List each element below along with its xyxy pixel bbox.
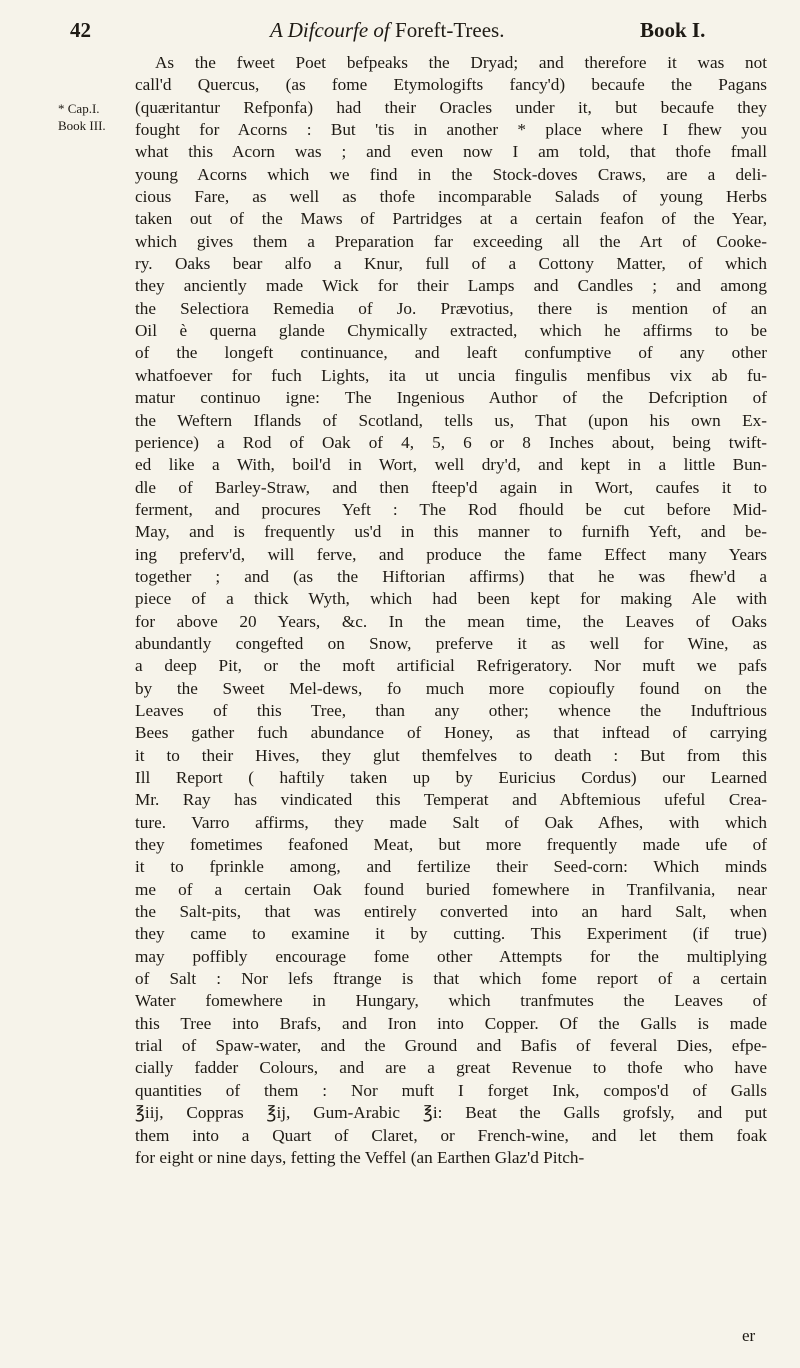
text-line: Oil è querna glande Chymically extracted, which he affirms to be (135, 321, 767, 341)
text-line: ing preferv'd, will ferve, and produce the fame Effect many Years (135, 544, 767, 564)
text-line: ry. Oaks bear alfo a Knur, full of a Cottony Matter, of which (135, 254, 767, 274)
text-line: fought for Acorns : But 'tis in another * place where I fhew you (135, 120, 767, 140)
text-line: the Weftern Iflands of Scotland, tells us, That (upon his own Ex- (135, 410, 767, 430)
text-line: a deep Pit, or the moft artificial Refrigeratory. Nor muft we pafs (135, 656, 767, 676)
text-line: abundantly congefted on Snow, preferve it as well for Wine, as (135, 633, 767, 653)
text-line: Water fomewhere in Hungary, which tranfmutes the Leaves of (135, 991, 767, 1011)
text-line: the Salt-pits, that was entirely converted into an hard Salt, when (135, 902, 767, 922)
book-label: Book I. (640, 18, 706, 42)
text-line: As the fweet Poet befpeaks the Dryad; and therefore it was not (155, 53, 767, 72)
text-line: together ; and (as the Hiftorian affirms) that he was fhew'd a (135, 566, 767, 586)
text-line: Mr. Ray has vindicated this Temperat and Abftemious ufeful Crea- (135, 790, 767, 810)
text-line: whatfoever for fuch Lights, ita ut uncia fingulis menfibus vix ab fu- (135, 365, 767, 385)
text-line: matur continuo igne: The Ingenious Author of the Defcription of (135, 388, 767, 408)
page-number: 42 (70, 18, 91, 42)
text-line: they came to examine it by cutting. This Experiment (if true) (135, 924, 767, 944)
text-line: by the Sweet Mel-dews, fo much more copioufly found on the (135, 678, 767, 698)
text-line: they anciently made Wick for their Lamps and Candles ; and among (135, 276, 767, 296)
text-line: this Tree into Brafs, and Iron into Copper. Of the Galls is made (135, 1013, 767, 1033)
text-line: trial of Spaw-water, and the Ground and Bafis of feveral Dies, efpe- (135, 1036, 767, 1056)
text-line: which gives them a Preparation far exceeding all the Art of Cooke- (135, 231, 767, 251)
page-header (0, 16, 800, 50)
text-line: ture. Varro affirms, they made Salt of Oak Afhes, with which (135, 812, 767, 832)
text-line: (quæritantur Refponfa) had their Oracles under it, but becaufe they (135, 97, 767, 117)
text-line: may poffibly encourage fome other Attempts for the multiplying (135, 946, 767, 966)
text-line: them into a Quart of Claret, or French-wine, and let them foak (135, 1125, 767, 1145)
text-line: May, and is frequently us'd in this manner to furnifh Yeft, and be- (135, 522, 767, 542)
text-line: quantities of them : Nor muft I forget Ink, compos'd of Galls (135, 1080, 767, 1100)
text-line: of the longeft continuance, and leaft confumptive of any other (135, 343, 767, 363)
text-line: the Selectiora Remedia of Jo. Prævotius, there is mention of an (135, 298, 767, 318)
text-line: it to fprinkle among, and fertilize their Seed-corn: Which minds (135, 857, 767, 877)
running-title (270, 18, 504, 43)
text-line: ℥iij, Coppras ℥ij, Gum-Arabic ℥i: Beat the Galls grofsly, and put (135, 1103, 767, 1123)
text-line: ed like a With, boil'd in Wort, well dry'd, and kept in a little Bun- (135, 455, 767, 475)
text-line: Ill Report ( haftily taken up by Euricius Cordus) our Learned (135, 768, 767, 787)
running-title-roman: Foreft-Trees. (389, 18, 505, 42)
text-line: what this Acorn was ; and even now I am told, that thofe fmall (135, 142, 767, 162)
running-title-italic: A Difcourfe of (270, 18, 390, 42)
text-line: of Salt : Nor lefs ftrange is that which fome report of a certain (135, 969, 767, 989)
text-line: it to their Hives, they glut themfelves to death : But from this (135, 745, 767, 765)
margin-note-line: Book III. (58, 118, 106, 133)
text-line: Bees gather fuch abundance of Honey, as that inftead of carrying (135, 723, 767, 743)
text-line: for eight or nine days, fetting the Veffel (an Earthen Glaz'd Pitch- (135, 1147, 585, 1167)
text-line: me of a certain Oak found buried fomewhere in Tranfilvania, near (135, 879, 767, 899)
text-line: piece of a thick Wyth, which had been kept for making Ale with (135, 589, 767, 609)
catchword: er (742, 1326, 756, 1345)
body-text (135, 52, 767, 1169)
text-line: cially fadder Colours, and are a great Revenue to thofe who have (135, 1058, 767, 1078)
margin-note (58, 100, 108, 134)
text-line: young Acorns which we find in the Stock-doves Craws, are a deli- (135, 164, 767, 184)
text-line: perience) a Rod of Oak of 4, 5, 6 or 8 Inches about, being twift- (135, 432, 767, 452)
text-line: call'd Quercus, (as fome Etymologifts fancy'd) becaufe the Pagans (135, 75, 767, 95)
text-line: for above 20 Years, &c. In the mean time, the Leaves of Oaks (135, 611, 767, 631)
text-line: dle of Barley-Straw, and then fteep'd again in Wort, caufes it to (135, 477, 767, 497)
text-line: Leaves of this Tree, than any other; whence the Induftrious (135, 700, 767, 720)
margin-note-line: * Cap.I. (58, 101, 100, 116)
text-line: ferment, and procures Yeft : The Rod fhould be cut before Mid- (135, 499, 767, 519)
text-line: taken out of the Maws of Partridges at a certain feafon of the Year, (135, 209, 767, 229)
text-line: they fometimes feafoned Meat, but more frequently made ufe of (135, 835, 767, 855)
text-line: cious Fare, as well as thofe incomparable Salads of young Herbs (135, 187, 767, 207)
